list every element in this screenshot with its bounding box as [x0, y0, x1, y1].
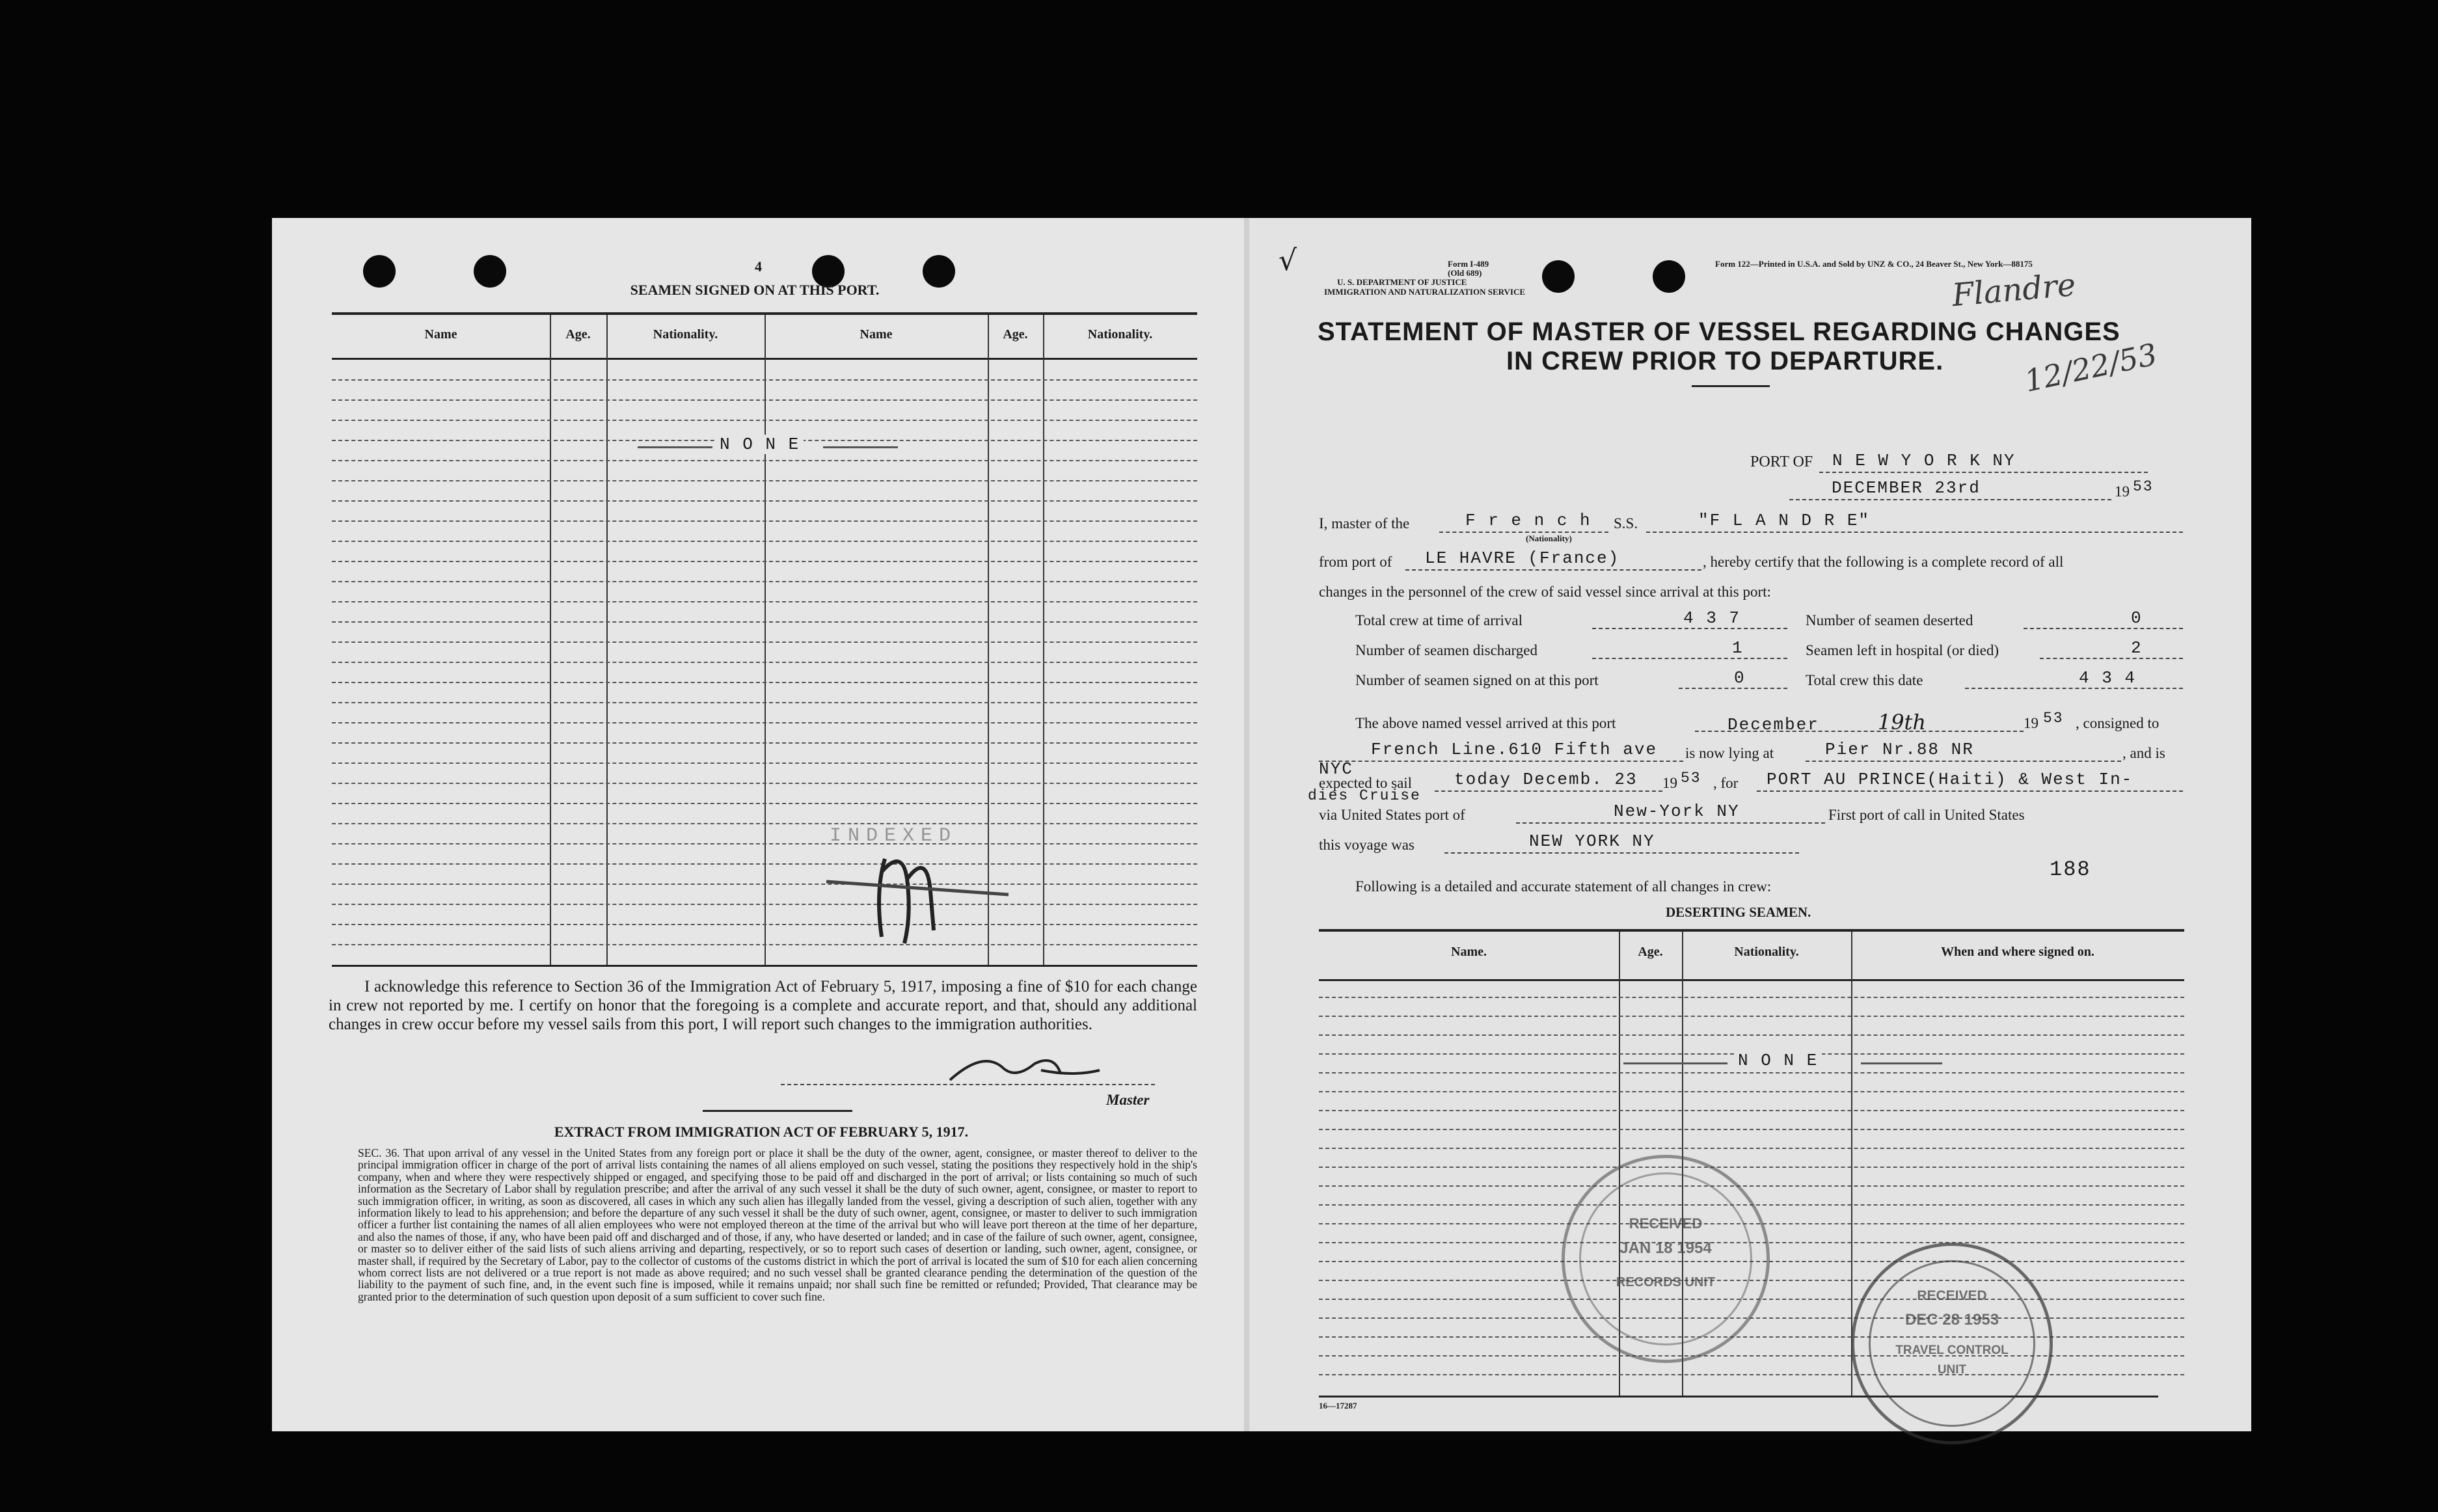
table-row-line [1319, 1110, 2184, 1111]
nationality-field: F r e n c h [1439, 511, 1608, 533]
master-signature [943, 1044, 1113, 1096]
table-row-line [332, 763, 1197, 764]
reference-number: 188 [2050, 857, 2091, 882]
acknowledgment-text: I acknowledge this reference to Section 36 of the Immigration Act of February 5, 1917, imposing a fine of $10 for each change in crew not reported by me. I certify on honor that the foregoing is a complete and accurate report, and that, should any additional changes in crew occur before my vessel sails from this port, I will report such changes to the immigration authorities. [329, 978, 1197, 1033]
table-row-line [1319, 1167, 2184, 1168]
table-row-line [1319, 1374, 2184, 1375]
from-port-label: from port of [1319, 554, 1392, 570]
stat-field: 4 3 4 [1965, 668, 2183, 689]
table-row-line [332, 480, 1197, 481]
col-header-age: Age. [565, 327, 591, 342]
stat-label: Number of seamen deserted [1806, 612, 1973, 628]
extract-title: EXTRACT FROM IMMIGRATION ACT OF FEBRUARY 5, 1917. [554, 1124, 969, 1140]
table-row-line [332, 601, 1197, 602]
table-row-line [1319, 1072, 2184, 1073]
changes-text: changes in the personnel of the crew of said vessel since arrival at this port: [1319, 584, 1771, 600]
strike-line [823, 446, 898, 448]
table-row-line [332, 581, 1197, 582]
travel-control-stamp: RECEIVED DEC 28 1953 TRAVEL CONTROL UNIT [1851, 1243, 2053, 1444]
check-mark: √ [1279, 244, 1297, 277]
consigned-label: , consigned to [2076, 715, 2160, 731]
pier-field: Pier Nr.88 NR [1806, 740, 2121, 762]
table-row-line [332, 924, 1197, 925]
none-entry: N O N E [1734, 1051, 1822, 1070]
stat-label: Number of seamen discharged [1355, 642, 1537, 658]
col-header-nationality-2: Nationality. [1087, 327, 1153, 342]
table-row-line [332, 944, 1197, 945]
consignee-field: French Line.610 Fifth ave NYC [1319, 740, 1683, 762]
table-row-line [332, 783, 1197, 784]
stat-label: Number of seamen signed on at this port [1355, 672, 1599, 688]
stat-label: Seamen left in hospital (or died) [1806, 642, 1999, 658]
agency-label: U. S. DEPARTMENT OF JUSTICE [1337, 277, 1467, 287]
table-row-line [332, 823, 1197, 824]
following-text: Following is a detailed and accurate statement of all changes in crew: [1355, 878, 1772, 895]
form-title-line1: STATEMENT OF MASTER OF VESSEL REGARDING CHANGES [1318, 317, 2120, 346]
deserting-title: DESERTING SEAMEN. [1666, 904, 1811, 920]
indexed-stamp: INDEXED [830, 825, 958, 847]
voyage-label: this voyage was [1319, 837, 1415, 853]
col-header-name: Name [424, 327, 457, 342]
col-header-nationality: Nationality. [1734, 945, 1799, 959]
sail-date-field: today Decemb. 23 [1435, 770, 1662, 792]
destination-field: PORT AU PRINCE(Haiti) & West In- [1757, 770, 2183, 792]
arrival-date-field: December 19th [1695, 710, 2024, 732]
port-field: N E W Y O R K NY [1819, 451, 2148, 473]
punch-hole [1542, 260, 1575, 293]
strike-line [638, 446, 712, 448]
records-unit-stamp: RECEIVED JAN 18 1954 RECORDS UNIT [1562, 1155, 1770, 1363]
punch-hole [1653, 260, 1685, 293]
table-row-line [332, 460, 1197, 461]
year-prefix: 19 [2024, 715, 2038, 731]
handwritten-vessel-name: Flandre [1950, 266, 2078, 314]
table-row-line [1319, 1336, 2184, 1338]
punch-hole [474, 255, 506, 288]
stat-field: 2 [2040, 638, 2183, 659]
table-row-line [332, 843, 1197, 844]
arrived-label: The above named vessel arrived at this port [1355, 715, 1616, 731]
table-row-line [332, 420, 1197, 421]
table-row-line [1319, 1148, 2184, 1149]
handwritten-date: 12/22/53 [2021, 336, 2160, 399]
section-title: SEAMEN SIGNED ON AT THIS PORT. [630, 282, 880, 298]
via-port-field: New-York NY [1516, 802, 1825, 824]
table-row-line [332, 742, 1197, 744]
table-row-line [332, 904, 1197, 905]
extract-text: SEC. 36. That upon arrival of any vessel in the United States from any foreign port or place it shall be the duty of the owner, agent, consignee, or master thereof to deliver to the principal immigration officer in charge of the port of arrival lists containing the names of all aliens employed on such vessel, stating the positions they respectively hold in the ship's company, when and where they were respectively shipped or engaged, and specifying those to be paid off and discharged in the port of arrival; or lists containing so much of such information as the Secretary of Labor shall by regulation prescribe; and after the arrival of any such vessel it shall be the duty of such owner, agent, consignee, or master to report to such immigration officer, in writing, as soon as discovered, all cases in which any such alien has illegally landed from the vessel, giving a description of such alien, together with any information likely to lead to his apprehension; and before the departure of any such vessel it shall be the duty of such owner, agent, consignee, or master to deliver to such immigration officer a further list containing the names of all alien employees who were not employed thereon at the time of the arrival but who will leave port thereon at the time of her departure, and also the names of those, if any, who have been paid off and discharged and of those, if any, who have deserted or landed; and in case of the failure of such owner, agent, consignee, or master so to deliver either of the said lists of such aliens arriving and departing, respectively, or so to report such cases of desertion or landing, such owner, agent, consignee, or master shall, if required by the Secretary of Labor, pay to the collector of customs of the customs district in which the port of arrival is located the sum of $10 for each alien concerning whom correct lists are not delivered or a true report is not made as above required; and no such vessel shall be granted clearance pending the determination of the question of the liability to the payment of such fine, and, in the event such fine is imposed, while it remains unpaid; nor shall such fine be remitted or refunded; Provided, That clearance may be granted prior to the determination of such question upon deposit of a sum sufficient to cover such fine. [358, 1146, 1197, 1303]
from-port-field: LE HAVRE (France) [1405, 548, 1701, 571]
year-value: 53 [2133, 478, 2154, 495]
table-row-line [1319, 1129, 2184, 1130]
certify-text: , hereby certify that the following is a complete record of all [1703, 554, 2064, 570]
master-label: Master [1106, 1092, 1150, 1108]
table-row-line [1319, 1355, 2184, 1357]
table-row-line [1319, 1034, 2184, 1036]
arrival-year: 53 [2043, 710, 2064, 727]
for-label: , for [1713, 775, 1739, 791]
column-divider [550, 315, 551, 965]
strike-line [1623, 1062, 1727, 1064]
form-title-line2: IN CREW PRIOR TO DEPARTURE. [1506, 347, 1944, 375]
form-old: (Old 689) [1448, 268, 1482, 278]
table-row-line [332, 561, 1197, 562]
lying-label: is now lying at [1685, 745, 1774, 761]
year-prefix: 19 [1662, 775, 1677, 791]
table-row-line [332, 702, 1197, 703]
table-row-line [332, 520, 1197, 522]
table-row-line [332, 541, 1197, 542]
and-is-label: , and is [2122, 745, 2165, 761]
via-label: via United States port of [1319, 807, 1465, 823]
stat-label: Total crew this date [1806, 672, 1923, 688]
year-prefix: 19 [2115, 483, 2130, 500]
divider [1692, 385, 1770, 387]
table-bottom-rule [332, 965, 1197, 967]
table-header-rule [1319, 979, 2184, 981]
table-row-line [332, 682, 1197, 683]
destination-continued: dies Cruise [1308, 787, 1421, 804]
initials-signature [813, 833, 1022, 950]
form-label: Form I-489 [1448, 259, 1489, 269]
stat-field: 1 [1592, 638, 1787, 659]
printer-line: Form 122—Printed in U.S.A. and Sold by UNZ & CO., 24 Beaver St., New York—88175 [1715, 259, 2033, 269]
column-divider [1043, 315, 1044, 965]
table-row-line [332, 621, 1197, 623]
divider [703, 1110, 852, 1112]
table-row-line [332, 884, 1197, 885]
punch-hole [363, 255, 396, 288]
voyage-field: NEW YORK NY [1444, 831, 1799, 854]
sail-year: 53 [1681, 770, 1701, 787]
table-row-line [332, 662, 1197, 663]
col-header-age: Age. [1638, 945, 1663, 959]
stat-field: 0 [2024, 608, 2183, 629]
stat-label: Total crew at time of arrival [1355, 612, 1523, 628]
port-label: PORT OF [1750, 453, 1813, 470]
column-divider [765, 315, 766, 965]
table-row-line [1319, 1091, 2184, 1092]
strike-line [1861, 1062, 1942, 1064]
stat-field: 4 3 7 [1592, 608, 1787, 629]
sail-label: expected to sail [1319, 775, 1413, 791]
table-row-line [1319, 997, 2184, 998]
table-row-line [332, 500, 1197, 502]
master-of-label: I, master of the [1319, 515, 1410, 532]
punch-hole [923, 255, 955, 288]
nationality-caption: (Nationality) [1526, 533, 1572, 543]
table-row-line [332, 399, 1197, 401]
col-header-name: Name. [1451, 945, 1487, 959]
table-row-line [332, 863, 1197, 865]
col-header-nationality: Nationality. [653, 327, 718, 342]
ss-label: S.S. [1614, 515, 1638, 532]
col-header-name-2: Name [860, 327, 893, 342]
col-header-age-2: Age. [1003, 327, 1028, 342]
none-entry: N O N E [716, 435, 804, 454]
column-divider [606, 315, 608, 965]
stat-field: 0 [1679, 668, 1787, 689]
table-row-line [1319, 1185, 2184, 1187]
table-row-line [332, 641, 1197, 643]
first-port-label: First port of call in United States [1828, 807, 2025, 823]
table-row-line [1319, 1016, 2184, 1017]
page-number: 4 [755, 258, 762, 275]
vessel-field: "F L A N D R E" [1646, 511, 2183, 533]
col-header-signed-on: When and where signed on. [1941, 945, 2094, 959]
date-field: DECEMBER 23rd [1789, 478, 2111, 500]
table-top-rule [1319, 929, 2184, 932]
table-row-line [332, 379, 1197, 381]
table-row-line [332, 803, 1197, 804]
table-row-line [332, 722, 1197, 723]
footer-code: 16—17287 [1319, 1401, 1357, 1411]
service-label: IMMIGRATION AND NATURALIZATION SERVICE [1324, 287, 1526, 297]
